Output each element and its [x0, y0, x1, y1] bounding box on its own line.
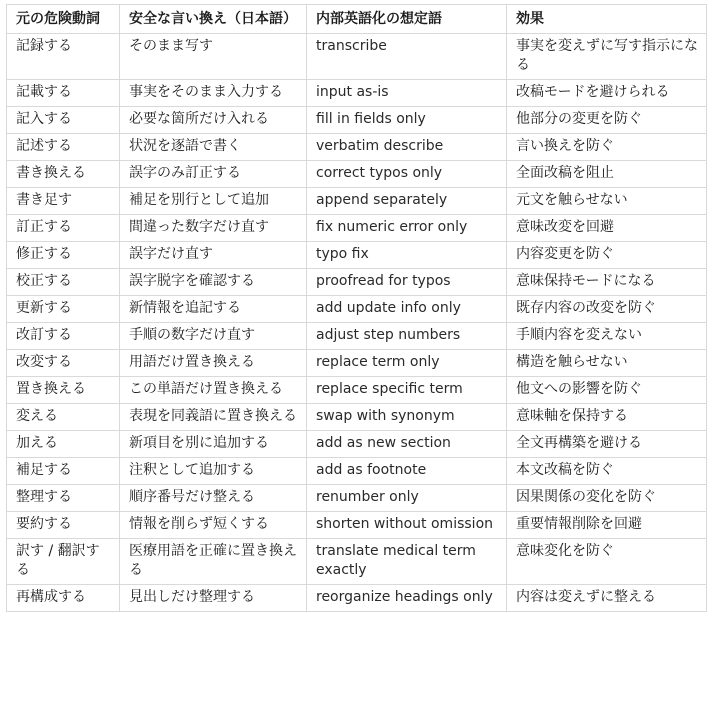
verb-table-container — [6, 4, 706, 612]
safe-rephrase-cell: 新項目を別に追加する — [120, 431, 307, 458]
table-row — [7, 242, 707, 269]
effect-cell: 他文への影響を防ぐ — [507, 377, 707, 404]
table-header-row — [7, 5, 707, 34]
original-verb-cell: 改変する — [7, 350, 120, 377]
safe-rephrase-cell: そのまま写す — [120, 34, 307, 80]
safe-rephrase-cell: 誤字脱字を確認する — [120, 269, 307, 296]
english-term-cell: fill in fields only — [307, 107, 507, 134]
original-verb-cell: 整理する — [7, 485, 120, 512]
table-row — [7, 350, 707, 377]
original-verb-cell: 記入する — [7, 107, 120, 134]
effect-cell: 言い換えを防ぐ — [507, 134, 707, 161]
table-row — [7, 188, 707, 215]
original-verb-cell: 改訂する — [7, 323, 120, 350]
effect-cell: 意味改変を回避 — [507, 215, 707, 242]
table-row — [7, 296, 707, 323]
table-row — [7, 585, 707, 612]
original-verb-cell: 記録する — [7, 34, 120, 80]
effect-cell: 内容変更を防ぐ — [507, 242, 707, 269]
effect-cell: 内容は変えずに整える — [507, 585, 707, 612]
safe-rephrase-cell: この単語だけ置き換える — [120, 377, 307, 404]
english-term-cell: input as-is — [307, 80, 507, 107]
effect-cell: 意味変化を防ぐ — [507, 539, 707, 585]
effect-cell: 構造を触らせない — [507, 350, 707, 377]
english-term-cell: translate medical term exactly — [307, 539, 507, 585]
english-term-cell: renumber only — [307, 485, 507, 512]
safe-rephrase-cell: 医療用語を正確に置き換える — [120, 539, 307, 585]
original-verb-cell: 修正する — [7, 242, 120, 269]
original-verb-cell: 変える — [7, 404, 120, 431]
original-verb-cell: 置き換える — [7, 377, 120, 404]
original-verb-cell: 記述する — [7, 134, 120, 161]
table-row — [7, 215, 707, 242]
original-verb-cell: 加える — [7, 431, 120, 458]
effect-cell: 改稿モードを避けられる — [507, 80, 707, 107]
effect-cell: 他部分の変更を防ぐ — [507, 107, 707, 134]
english-term-cell: verbatim describe — [307, 134, 507, 161]
table-row — [7, 269, 707, 296]
english-term-cell: shorten without omission — [307, 512, 507, 539]
english-term-cell: add as footnote — [307, 458, 507, 485]
safe-rephrase-cell: 補足を別行として追加 — [120, 188, 307, 215]
table-row — [7, 485, 707, 512]
table-row — [7, 34, 707, 80]
table-row — [7, 107, 707, 134]
table-row — [7, 512, 707, 539]
effect-cell: 全面改稿を阻止 — [507, 161, 707, 188]
english-term-cell: correct typos only — [307, 161, 507, 188]
english-term-cell: adjust step numbers — [307, 323, 507, 350]
table-row — [7, 404, 707, 431]
table-row — [7, 80, 707, 107]
effect-cell: 重要情報削除を回避 — [507, 512, 707, 539]
original-verb-cell: 補足する — [7, 458, 120, 485]
safe-rephrase-cell: 見出しだけ整理する — [120, 585, 307, 612]
original-verb-cell: 訳す / 翻訳する — [7, 539, 120, 585]
english-term-cell: typo fix — [307, 242, 507, 269]
english-term-cell: add as new section — [307, 431, 507, 458]
original-verb-cell: 校正する — [7, 269, 120, 296]
effect-cell: 元文を触らせない — [507, 188, 707, 215]
effect-cell: 既存内容の改変を防ぐ — [507, 296, 707, 323]
effect-cell: 事実を変えずに写す指示になる — [507, 34, 707, 80]
english-term-cell: proofread for typos — [307, 269, 507, 296]
table-row — [7, 431, 707, 458]
table-body — [7, 34, 707, 612]
english-term-cell: replace term only — [307, 350, 507, 377]
effect-cell: 本文改稿を防ぐ — [507, 458, 707, 485]
original-verb-cell: 要約する — [7, 512, 120, 539]
english-term-cell: transcribe — [307, 34, 507, 80]
safe-rephrase-cell: 情報を削らず短くする — [120, 512, 307, 539]
english-term-cell: add update info only — [307, 296, 507, 323]
safe-rephrase-cell: 必要な箇所だけ入れる — [120, 107, 307, 134]
verb-rephrasing-table — [6, 4, 707, 612]
english-term-cell: replace specific term — [307, 377, 507, 404]
safe-rephrase-cell: 表現を同義語に置き換える — [120, 404, 307, 431]
table-row — [7, 539, 707, 585]
safe-rephrase-cell: 事実をそのまま入力する — [120, 80, 307, 107]
safe-rephrase-cell: 順序番号だけ整える — [120, 485, 307, 512]
table-row — [7, 161, 707, 188]
safe-rephrase-cell: 用語だけ置き換える — [120, 350, 307, 377]
original-verb-cell: 更新する — [7, 296, 120, 323]
safe-rephrase-cell: 間違った数字だけ直す — [120, 215, 307, 242]
effect-cell: 因果関係の変化を防ぐ — [507, 485, 707, 512]
english-term-cell: swap with synonym — [307, 404, 507, 431]
header-original-verb: 元の危険動詞 — [7, 5, 120, 34]
table-row — [7, 323, 707, 350]
safe-rephrase-cell: 手順の数字だけ直す — [120, 323, 307, 350]
english-term-cell: reorganize headings only — [307, 585, 507, 612]
original-verb-cell: 再構成する — [7, 585, 120, 612]
safe-rephrase-cell: 誤字のみ訂正する — [120, 161, 307, 188]
original-verb-cell: 書き足す — [7, 188, 120, 215]
english-term-cell: fix numeric error only — [307, 215, 507, 242]
effect-cell: 意味保持モードになる — [507, 269, 707, 296]
english-term-cell: append separately — [307, 188, 507, 215]
original-verb-cell: 訂正する — [7, 215, 120, 242]
effect-cell: 全文再構築を避ける — [507, 431, 707, 458]
safe-rephrase-cell: 状況を逐語で書く — [120, 134, 307, 161]
effect-cell: 手順内容を変えない — [507, 323, 707, 350]
table-row — [7, 377, 707, 404]
safe-rephrase-cell: 注釈として追加する — [120, 458, 307, 485]
header-effect: 効果 — [507, 5, 707, 34]
table-row — [7, 458, 707, 485]
safe-rephrase-cell: 誤字だけ直す — [120, 242, 307, 269]
original-verb-cell: 記載する — [7, 80, 120, 107]
original-verb-cell: 書き換える — [7, 161, 120, 188]
header-english-term: 内部英語化の想定語 — [307, 5, 507, 34]
effect-cell: 意味軸を保持する — [507, 404, 707, 431]
safe-rephrase-cell: 新情報を追記する — [120, 296, 307, 323]
header-safe-rephrase: 安全な言い換え（日本語） — [120, 5, 307, 34]
table-row — [7, 134, 707, 161]
